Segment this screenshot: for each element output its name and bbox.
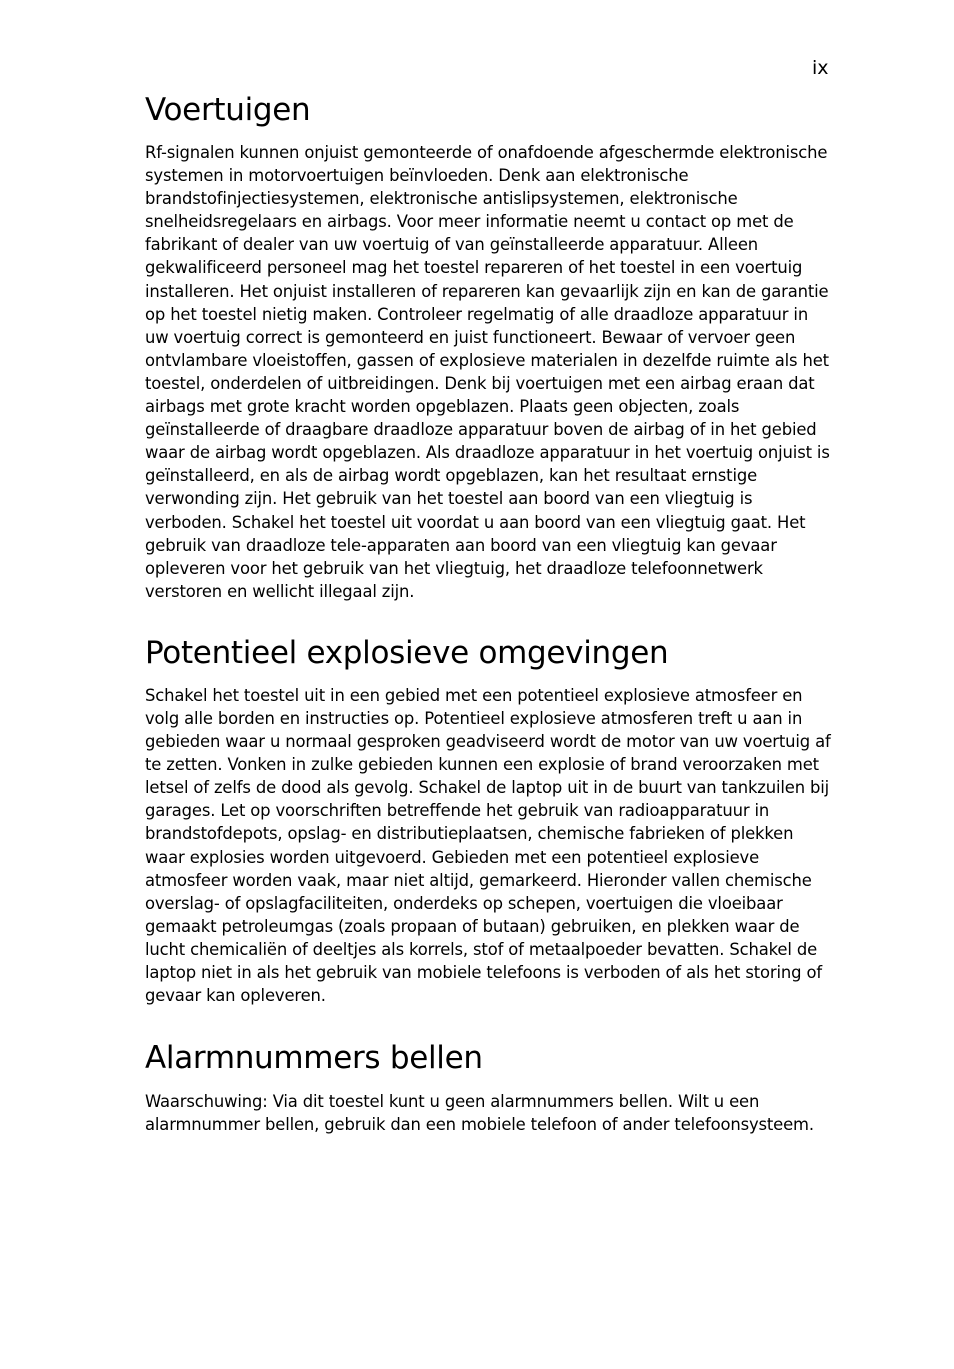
page-number: ix [812, 57, 829, 79]
section-heading: Potentieel explosieve omgevingen [145, 634, 669, 671]
warning-label: Waarschuwing: [145, 1092, 268, 1112]
section-heading: Voertuigen [145, 92, 311, 128]
warning-text: Via dit toestel kunt u geen alarmnummers bellen. Wilt u een alarmnummer bellen, gebruik dan een mobiele telefoon of ander telefoonsysteem. [145, 1092, 814, 1135]
section-body: Rf-signalen kunnen onjuist gemonteerde of onafdoende afgeschermde elektronische systemen in motorvoertuigen beïnvloeden. Denk aan elektronische brandstofinjectiesystemen, elektronische antislipsystemen, elektronische snelheidsregelaars en airbags. Voor meer informatie neemt u contact op met de fabrikant of dealer van uw voertuig of van geïnstalleerde apparatuur. Alleen gekwalificeerd personeel mag het toestel repareren of het toestel in een voertuig installeren. Het onjuist installeren of repareren kan gevaarlijk zijn en kan de garantie op het toestel nietig maken. Controleer regelmatig of alle draadloze apparatuur in uw voertuig correct is gemonteerd en juist functioneert. Bewaar of vervoer geen ontvlambare vloeistoffen, gassen of explosieve materialen in dezelfde ruimte als het toestel, onderdelen of uitbreidingen. Denk bij voertuigen met een airbag eraan dat airbags met grote kracht worden opgeblazen. Plaats geen objecten, zoals geïnstalleerde of draagbare draadloze apparatuur boven de airbag of in het gebied waar de airbag wordt opgeblazen. Als draadloze apparatuur in het voertuig onjuist is geïnstalleerd, en als de airbag wordt opgeblazen, kan het resultaat ernstige verwonding zijn. Het gebruik van het toestel aan boord van een vliegtuig is verboden. Schakel het toestel uit voordat u aan boord van een vliegtuig gaat. Het gebruik van draadloze tele-apparaten aan boord van een vliegtuig kan gevaar opleveren voor het gebruik van het vliegtuig, het draadloze telefoonnetwerk verstoren en wellicht illegaal zijn. [145, 143, 830, 601]
section-body: Schakel het toestel uit in een gebied met een potentieel explosieve atmosfeer en volg alle borden en instructies op. Potentieel explosieve atmosferen treft u aan in gebieden waar u normaal gesproken geadviseerd wordt de motor van uw voertuig af te zetten. Vonken in zulke gebieden kunnen een explosie of brand veroorzaken met letsel of zelfs de dood als gevolg. Schakel de laptop uit in de buurt van tankzuilen bij garages. Let op voorschriften betreffende het gebruik van radioapparatuur in brandstofdepots, opslag- en distributieplaatsen, chemische fabrieken of plekken waar explosies worden uitgevoerd. Gebieden met een potentieel explosieve atmosfeer worden vaak, maar niet altijd, gemarkeerd. Hieronder vallen chemische overslag- of opslagfaciliteiten, onderdeks op schepen, voertuigen die vloeibaar gemaakt petroleumgas (zoals propaan of butaan) gebruiken, en plekken waar de lucht chemicaliën of deeltjes als korrels, stof of metaalpoeder bevatten. Schakel de laptop niet in als het gebruik van mobiele telefoons is verboden of als het storing of gevaar kan opleveren. [145, 685, 831, 1006]
section-emergency-numbers [145, 1038, 833, 1136]
section-explosive-environments [145, 633, 833, 1007]
section-heading: Alarmnummers bellen [145, 1040, 483, 1077]
section-vehicles [145, 90, 833, 603]
page-content [145, 90, 833, 1136]
section-body [145, 1090, 833, 1136]
